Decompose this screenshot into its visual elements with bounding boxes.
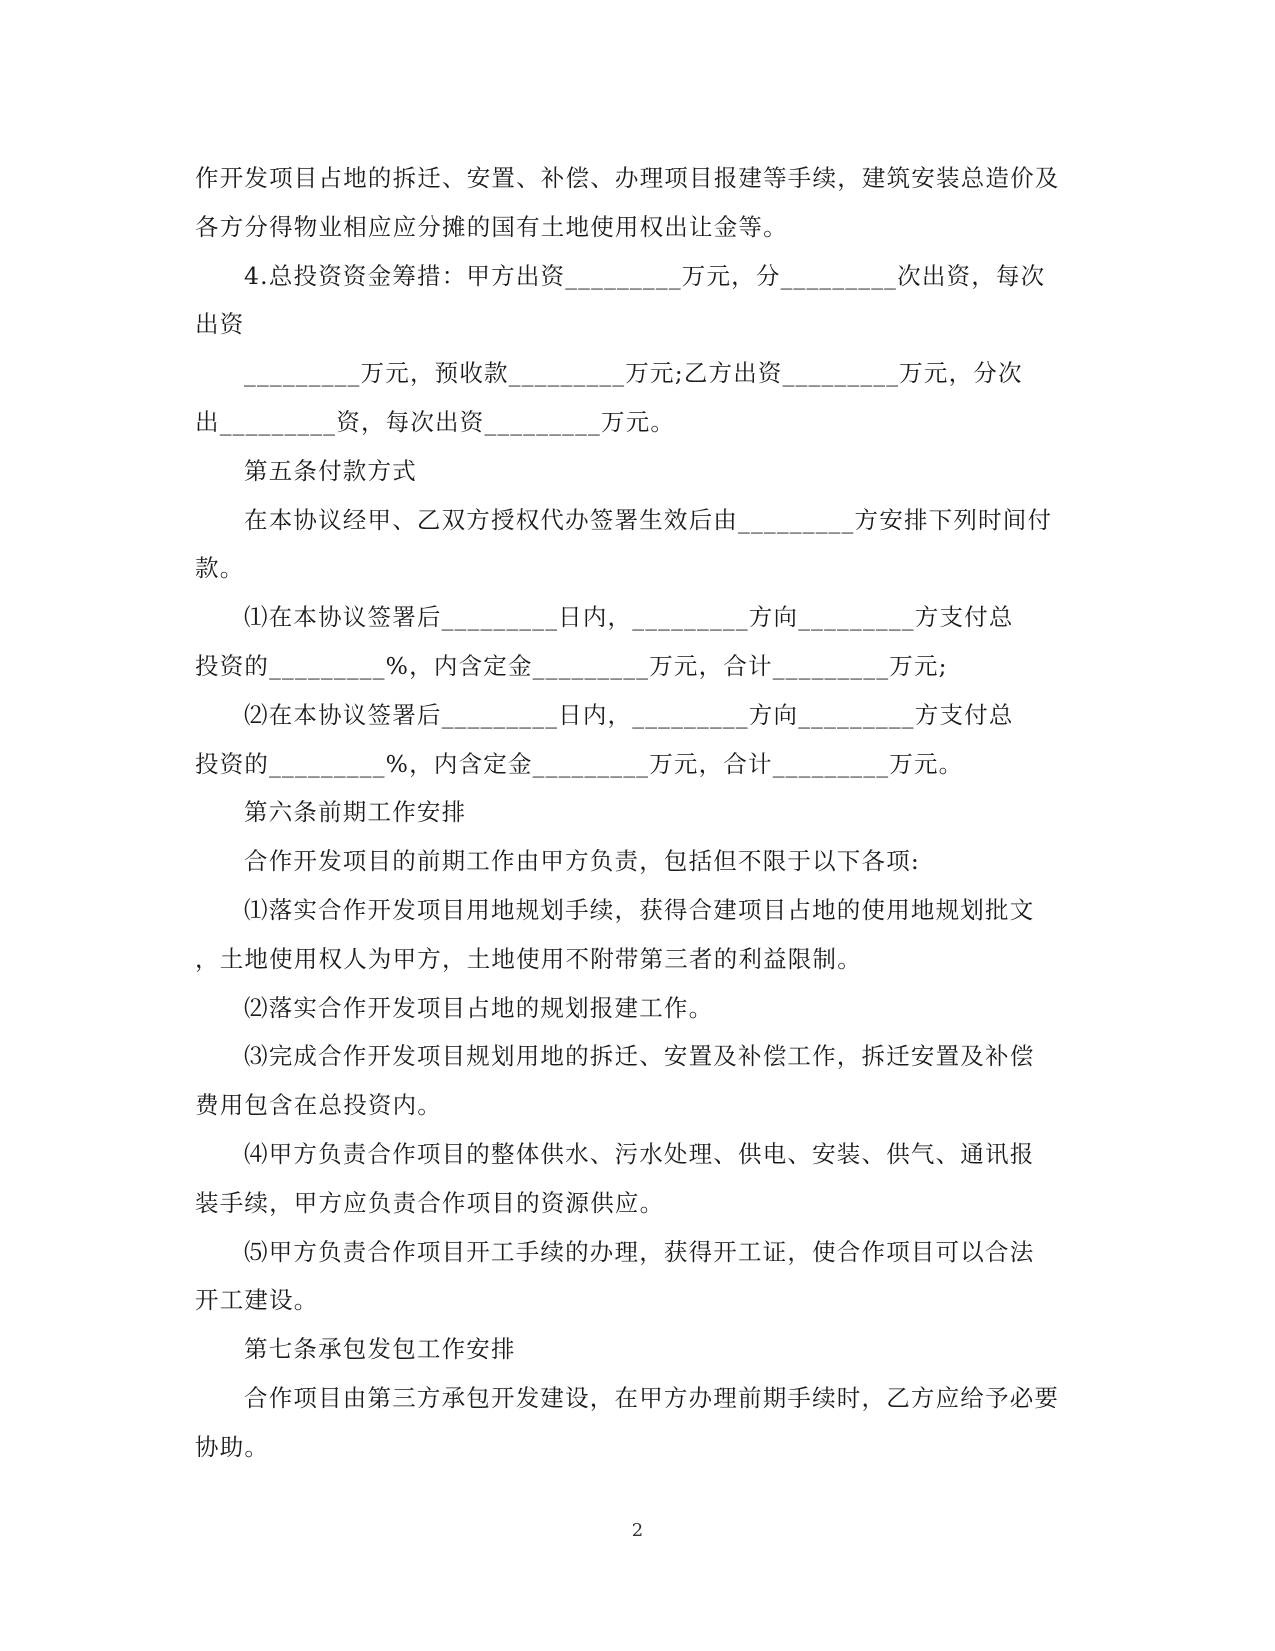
page-number: 2 xyxy=(631,1520,644,1541)
text-line: 协助。 xyxy=(195,1432,270,1461)
text-line: 装手续，甲方应负责合作项目的资源供应。 xyxy=(195,1188,665,1217)
text-line: 第五条付款方式 xyxy=(244,456,417,485)
text-line: ⑷甲方负责合作项目的整体供水、污水处理、供电、安装、供气、通讯报 xyxy=(244,1139,1035,1168)
text-line: 作开发项目占地的拆迁、安置、补偿、办理项目报建等手续，建筑安装总造价及 xyxy=(195,164,1060,192)
text-line: 出资 xyxy=(195,310,245,339)
text-line: 投资的_________%，内含定金_________万元，合计_________万元。 xyxy=(195,749,964,778)
document-body xyxy=(195,154,1070,1472)
text-line: ⑵在本协议签署后_________日内，_________方向_________方支付总 xyxy=(244,700,1014,729)
text-line: 在本协议经甲、乙双方授权代办签署生效后由_________方安排下列时间付 xyxy=(244,505,1053,534)
text-line: ⑶完成合作开发项目规划用地的拆迁、安置及补偿工作，拆迁安置及补偿 xyxy=(244,1042,1035,1071)
text-line: 款。 xyxy=(195,554,245,583)
text-line: ⑴在本协议签署后_________日内，_________方向_________方支付总 xyxy=(244,603,1014,632)
text-line: 出_________资，每次出资_________万元。 xyxy=(195,407,676,436)
text-line: _________万元，预收款_________万元;乙方出资_________万元，分次 xyxy=(244,359,1023,388)
text-line: 开工建设。 xyxy=(195,1286,319,1315)
text-line: 合作项目由第三方承包开发建设，在甲方办理前期手续时，乙方应给予必要 xyxy=(244,1383,1060,1412)
text-line: 各方分得物业相应应分摊的国有土地使用权出让金等。 xyxy=(195,212,788,241)
text-line: 费用包含在总投资内。 xyxy=(195,1091,442,1120)
text-line: 合作开发项目的前期工作由甲方负责，包括但不限于以下各项: xyxy=(244,847,921,876)
text-line: 第六条前期工作安排 xyxy=(244,798,467,827)
text-line: ⑵落实合作开发项目占地的规划报建工作。 xyxy=(244,993,714,1022)
text-line: 4.总投资资金筹措：甲方出资_________万元，分_________次出资，每次 xyxy=(244,261,1046,290)
text-line: 第七条承包发包工作安排 xyxy=(244,1335,516,1364)
text-line: ⑴落实合作开发项目用地规划手续，获得合建项目占地的使用地规划批文 xyxy=(244,895,1035,924)
text-line: ⑸甲方负责合作项目开工手续的办理，获得开工证，使合作项目可以合法 xyxy=(244,1237,1035,1266)
text-line: ，土地使用权人为甲方，土地使用不附带第三者的利益限制。 xyxy=(195,944,862,973)
text-line: 投资的_________%，内含定金_________万元，合计_________万元; xyxy=(195,651,948,680)
